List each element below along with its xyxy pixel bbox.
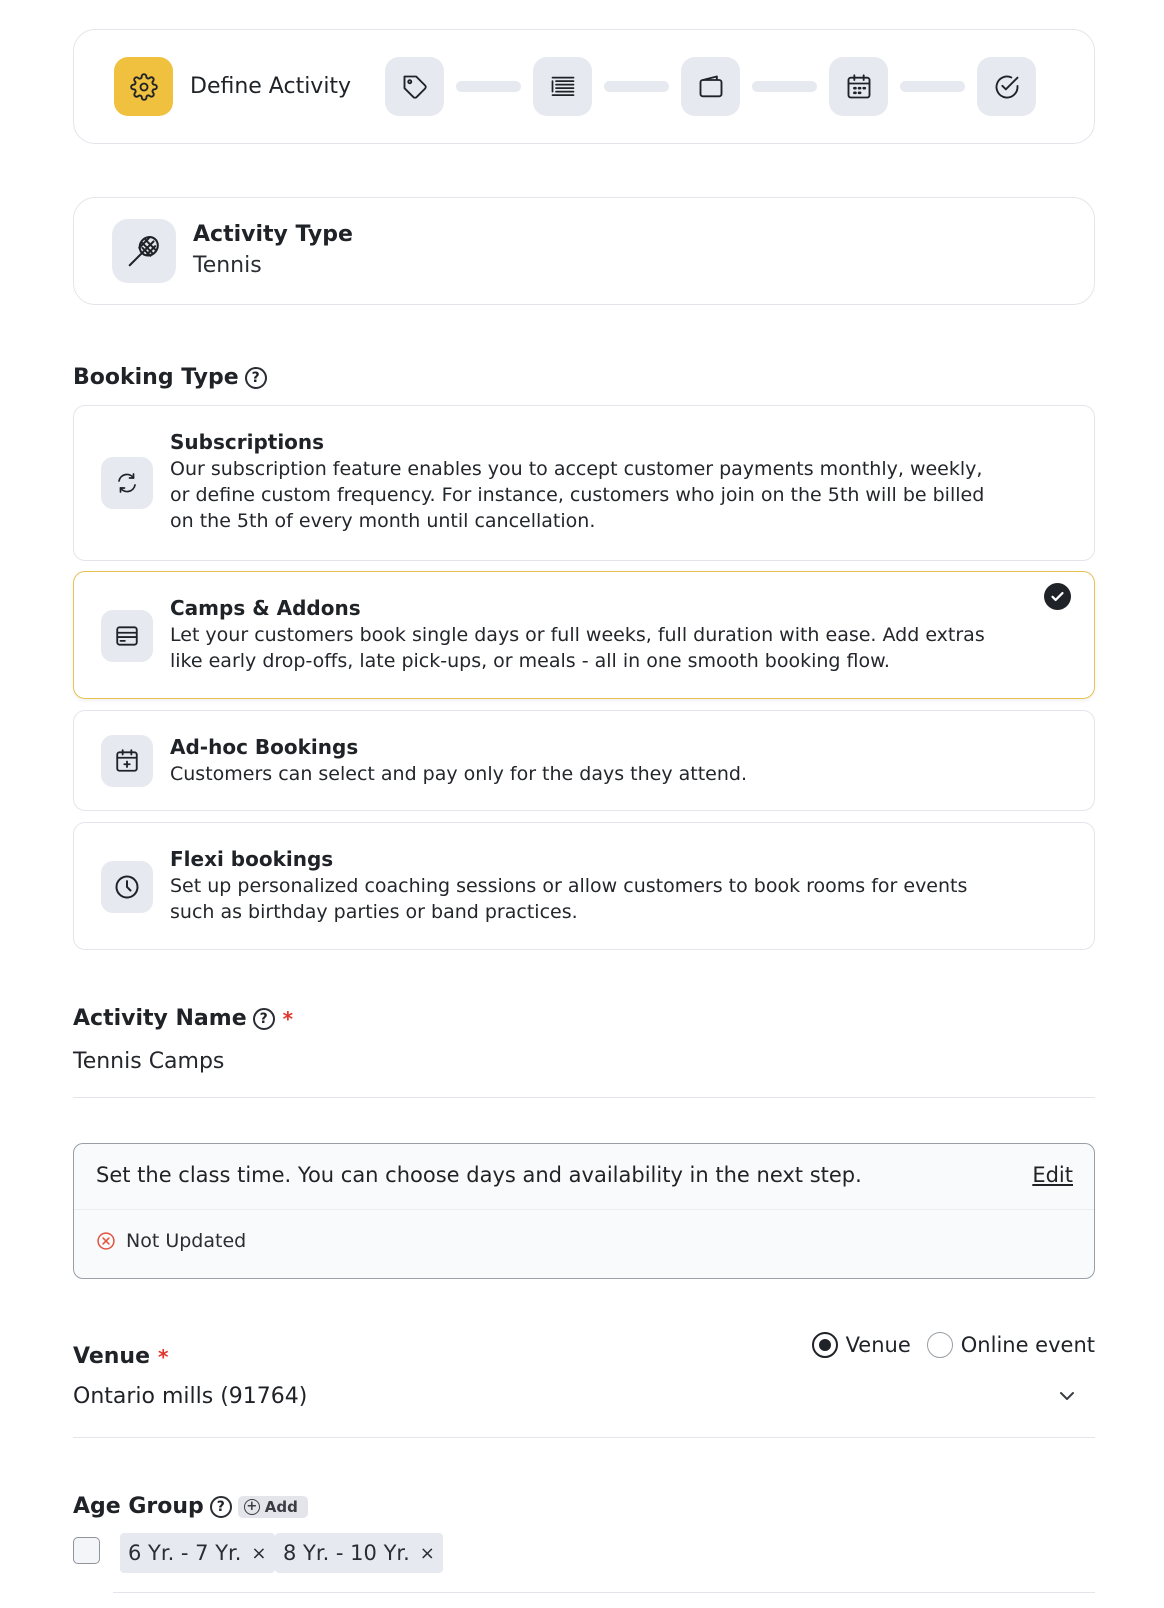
refresh-icon-box (101, 457, 153, 509)
age-chip (120, 1533, 275, 1573)
activity-type-value: Tennis (193, 253, 262, 278)
venue-select[interactable]: Ontario mills (91764) (73, 1384, 308, 1409)
booking-option-camps-addons[interactable] (73, 571, 1095, 699)
remove-chip-icon[interactable]: × (419, 1542, 435, 1564)
venue-label (73, 1344, 168, 1369)
add-age-group-button[interactable] (238, 1496, 308, 1518)
age-chip (275, 1533, 443, 1573)
venue-type-radio-group (812, 1332, 1095, 1358)
clock-icon-box (101, 861, 153, 913)
x-circle-icon (96, 1231, 116, 1251)
chip-label: 6 Yr. - 7 Yr. (128, 1541, 242, 1565)
card-icon (114, 623, 140, 649)
option-description: Set up personalized coaching sessions or allow customers to book rooms for events such as birthday parties or band practices. (170, 875, 968, 923)
status-text: Not Updated (126, 1230, 247, 1252)
tennis-racket-icon (125, 232, 163, 270)
help-icon[interactable]: ? (210, 1496, 232, 1518)
age-group-underline (113, 1592, 1095, 1593)
step-pricing[interactable] (385, 57, 444, 116)
activity-type-card (73, 197, 1095, 305)
booking-option-ad-hoc[interactable] (73, 710, 1095, 811)
calendar-plus-icon-box (101, 735, 153, 787)
option-title: Camps & Addons (170, 596, 361, 620)
activity-type-title: Activity Type (193, 222, 353, 247)
remove-chip-icon[interactable]: × (251, 1542, 267, 1564)
step-connector (752, 81, 817, 92)
age-group-label (73, 1494, 308, 1519)
wallet-icon (697, 73, 725, 101)
text-lines-icon (549, 73, 577, 101)
plus-circle-icon: + (244, 1499, 260, 1515)
radio-online-event[interactable] (927, 1332, 953, 1358)
tennis-racket-icon-box (112, 219, 176, 283)
step-details[interactable] (533, 57, 592, 116)
edit-link[interactable]: Edit (1032, 1163, 1073, 1187)
step-connector (604, 81, 669, 92)
card-icon-box (101, 610, 153, 662)
age-group-label-text: Age Group (73, 1494, 204, 1519)
option-title: Subscriptions (170, 430, 325, 454)
selected-check-icon (1044, 583, 1071, 610)
step-connector (900, 81, 965, 92)
clock-icon (113, 873, 141, 901)
step-schedule[interactable] (829, 57, 888, 116)
option-description: Our subscription feature enables you to accept customer payments monthly, weekly, or define custom frequency. For instance, customers who join on the 5th will be billed on the 5th of every month until cancellation. (170, 458, 985, 532)
wizard-stepper (73, 29, 1095, 144)
option-title: Flexi bookings (170, 847, 334, 871)
input-underline (73, 1097, 1095, 1098)
tag-icon (401, 73, 429, 101)
booking-type-label-text: Booking Type (73, 365, 239, 390)
calendar-plus-icon (114, 748, 140, 774)
activity-name-label-text: Activity Name (73, 1006, 247, 1031)
step-payment[interactable] (681, 57, 740, 116)
booking-option-subscriptions[interactable] (73, 405, 1095, 561)
class-time-status (96, 1230, 246, 1252)
age-group-checkbox[interactable] (73, 1537, 100, 1564)
radio-venue[interactable] (812, 1332, 838, 1358)
chip-label: 8 Yr. - 10 Yr. (283, 1541, 410, 1565)
radio-venue-label: Venue (845, 1333, 911, 1357)
class-time-box (73, 1143, 1095, 1279)
step-connector (456, 81, 521, 92)
venue-label-text: Venue (73, 1344, 150, 1369)
calendar-icon (845, 73, 873, 101)
activity-name-label (73, 1006, 293, 1031)
gear-icon (130, 73, 158, 101)
add-label: Add (264, 1497, 298, 1516)
help-icon[interactable]: ? (253, 1008, 275, 1030)
step-define-activity[interactable] (114, 57, 173, 116)
radio-online-event-label: Online event (960, 1333, 1095, 1357)
activity-name-input[interactable]: Tennis Camps (73, 1049, 225, 1074)
divider (74, 1209, 1094, 1210)
option-description: Let your customers book single days or full weeks, full duration with ease. Add extras like early drop-offs, late pick-ups, or meals - all in one smooth booking flow. (170, 624, 985, 672)
required-marker: * (282, 1006, 294, 1031)
help-icon[interactable]: ? (245, 367, 267, 389)
check-circle-icon (993, 73, 1021, 101)
required-marker: * (158, 1344, 169, 1369)
chevron-down-icon[interactable] (1058, 1390, 1076, 1402)
booking-option-flexi[interactable] (73, 822, 1095, 950)
class-time-message: Set the class time. You can choose days and availability in the next step. (96, 1163, 862, 1187)
booking-type-label (73, 365, 267, 390)
step-review[interactable] (977, 57, 1036, 116)
select-underline (73, 1437, 1095, 1438)
option-description: Customers can select and pay only for the days they attend. (170, 763, 748, 785)
refresh-icon (115, 471, 139, 495)
option-title: Ad-hoc Bookings (170, 735, 359, 759)
current-step-label: Define Activity (190, 74, 352, 99)
